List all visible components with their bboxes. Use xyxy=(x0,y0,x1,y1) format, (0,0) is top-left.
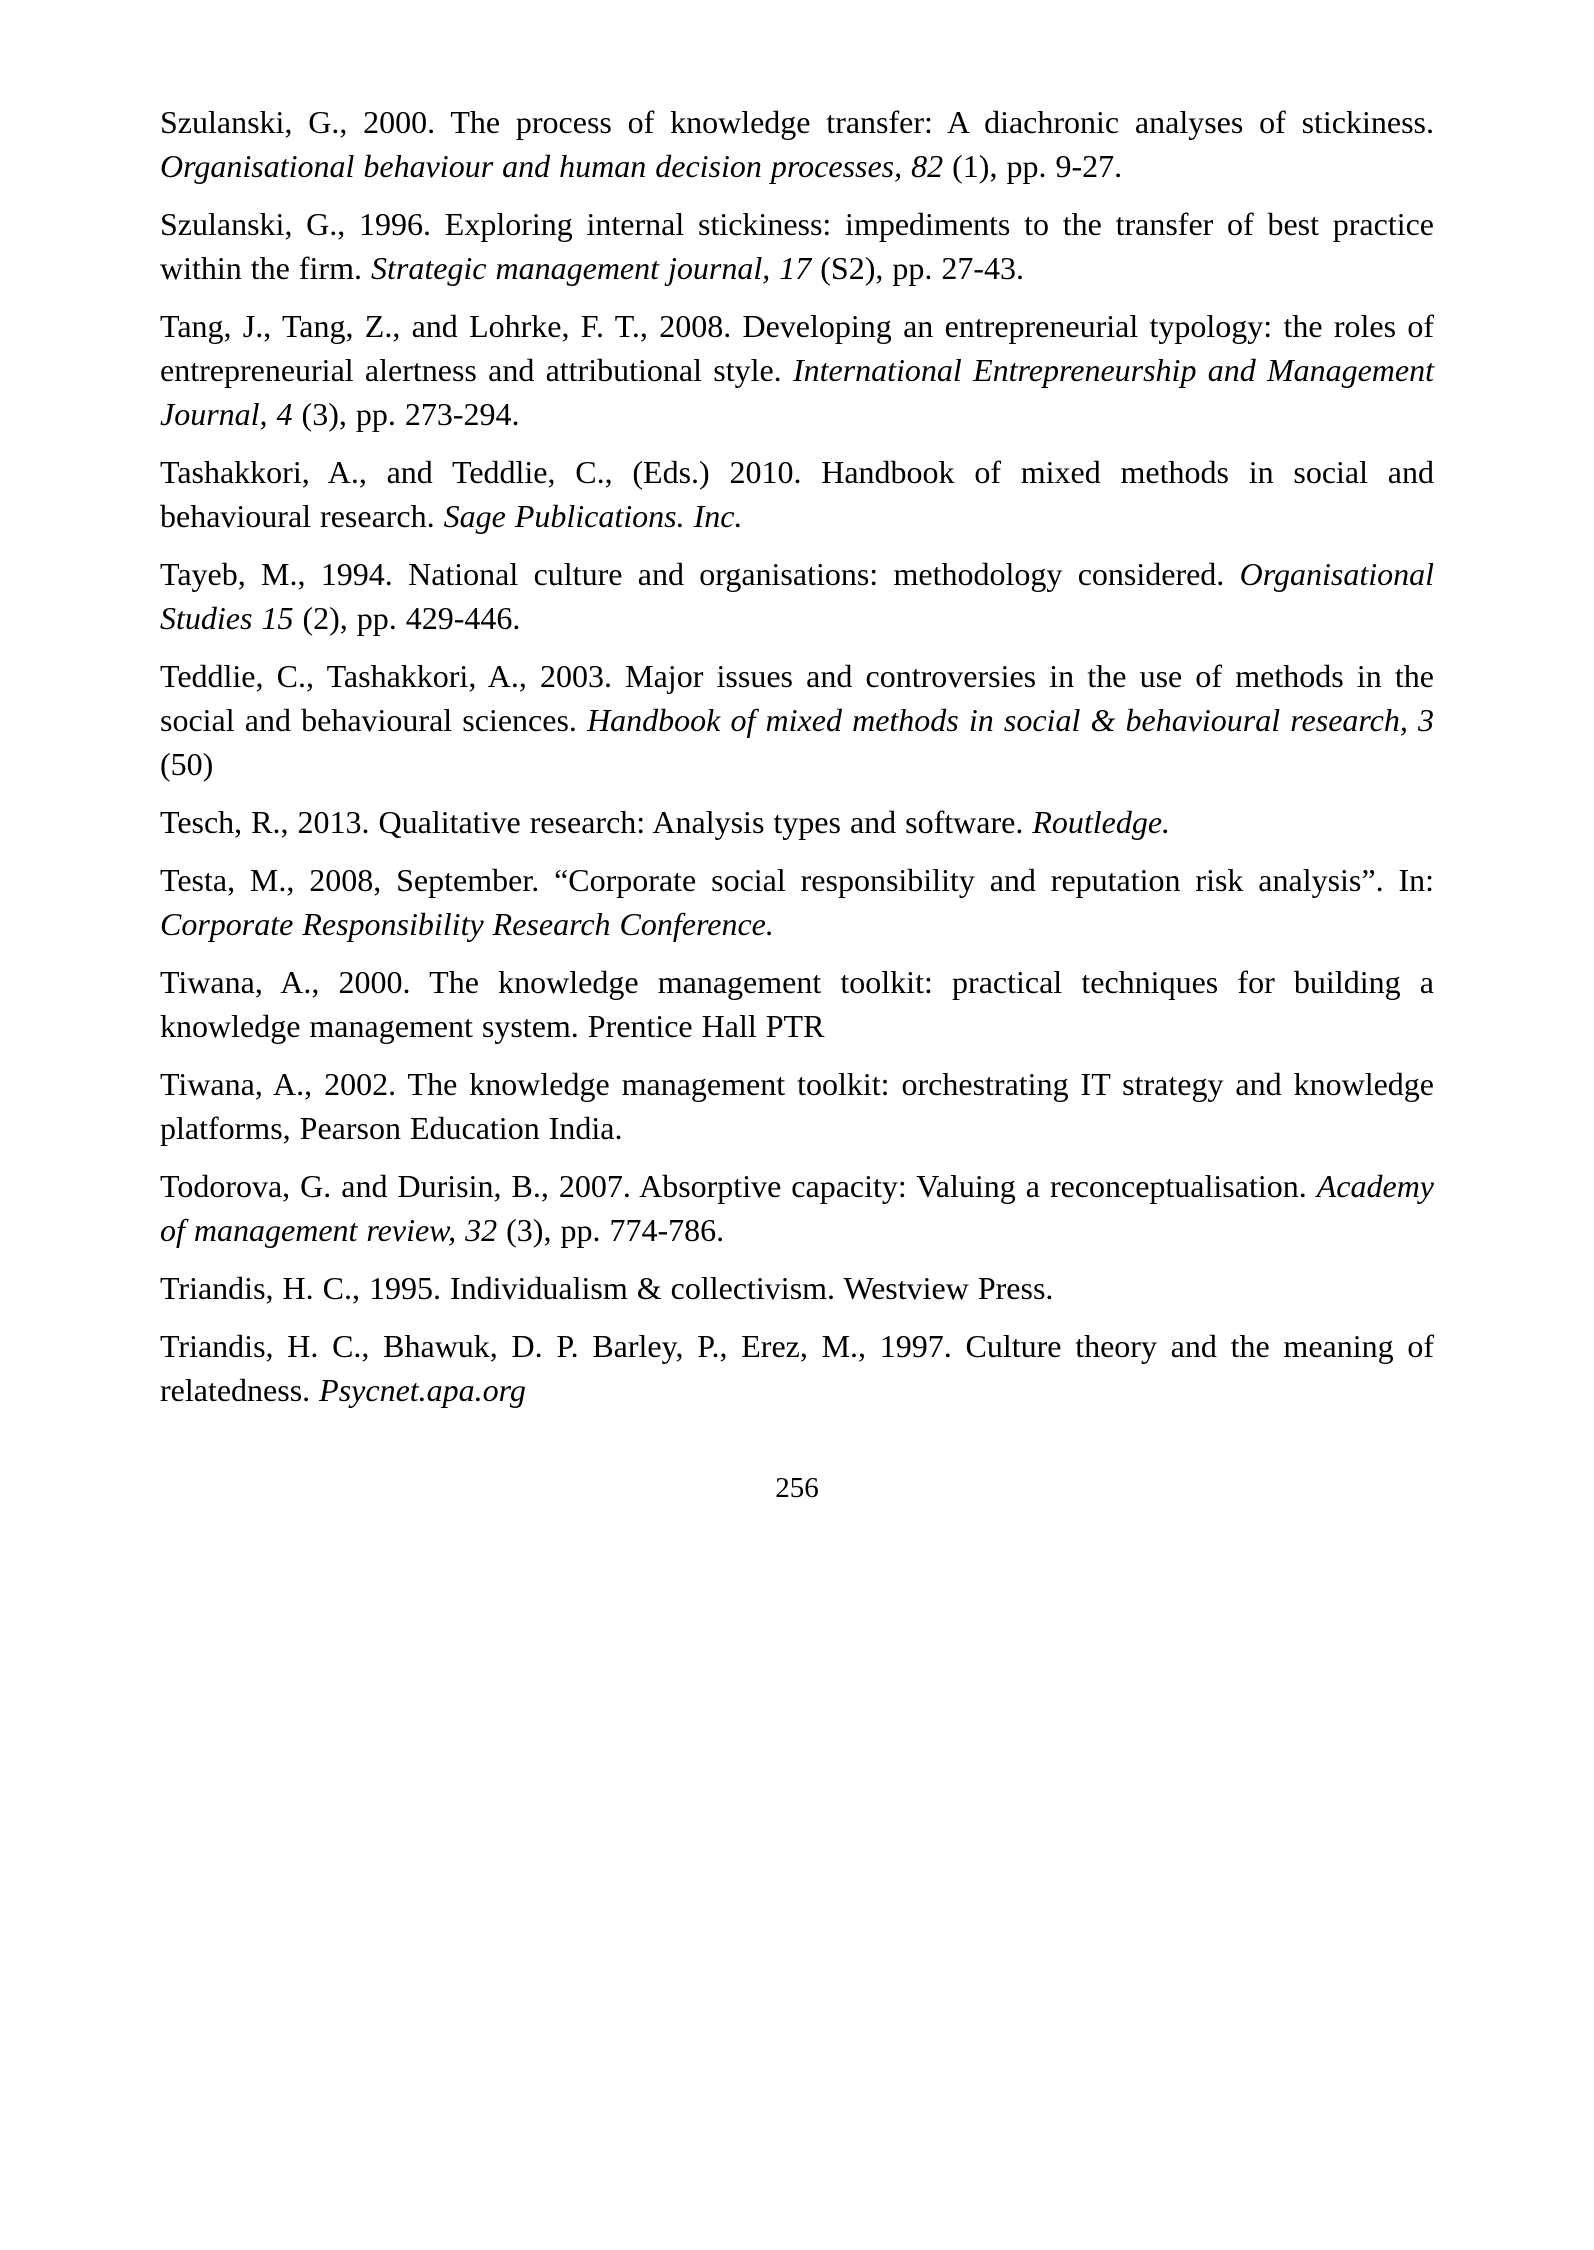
reference-source-title: Routledge. xyxy=(1032,804,1171,840)
reference-source-title: Sage Publications. Inc. xyxy=(443,498,743,534)
reference-source-title: Psycnet.apa.org xyxy=(319,1372,526,1408)
reference-text: (2), pp. 429-446. xyxy=(293,600,521,636)
reference-text: Triandis, H. C., Bhawuk, D. P. Barley, P., Erez, M., 1997. Culture theory and the meaning of relatedness. xyxy=(160,1328,1434,1408)
reference-source-title: Handbook of mixed methods in social & behavioural research, 3 xyxy=(587,702,1435,738)
reference-source-title: International Entrepreneurship and Management Journal, 4 xyxy=(160,352,1435,432)
reference-text: Teddlie, C., Tashakkori, A., 2003. Major issues and controversies in the use of methods in the social and behavioural sciences. xyxy=(160,658,1434,738)
reference-source-title: Academy of management review, 32 xyxy=(160,1168,1434,1248)
reference-text: (S2), pp. 27-43. xyxy=(811,250,1025,286)
reference-text: (3), pp. 774-786. xyxy=(497,1212,725,1248)
reference-entry xyxy=(160,450,1434,538)
reference-text: Tang, J., Tang, Z., and Lohrke, F. T., 2008. Developing an entrepreneurial typology: the roles of entrepreneurial alertness and attributional style. xyxy=(160,308,1434,388)
reference-entry xyxy=(160,100,1434,188)
reference-entry xyxy=(160,800,1434,844)
reference-source-title: Organisational behaviour and human decision processes, 82 xyxy=(160,148,944,184)
reference-entry xyxy=(160,552,1434,640)
reference-entry xyxy=(160,304,1434,436)
reference-text: (50) xyxy=(160,746,214,782)
reference-text: (3), pp. 273-294. xyxy=(292,396,520,432)
reference-text: Tiwana, A., 2002. The knowledge management toolkit: orchestrating IT strategy and knowledge platforms, Pearson Education India. xyxy=(160,1066,1434,1146)
reference-source-title: Organisational Studies 15 xyxy=(160,556,1434,636)
reference-entry xyxy=(160,1164,1434,1252)
reference-text: Triandis, H. C., 1995. Individualism & collectivism. Westview Press. xyxy=(160,1270,1054,1306)
reference-text: Todorova, G. and Durisin, B., 2007. Absorptive capacity: Valuing a reconceptualisation. xyxy=(160,1168,1317,1204)
reference-entry xyxy=(160,654,1434,786)
reference-entry xyxy=(160,858,1434,946)
reference-entry xyxy=(160,960,1434,1048)
reference-text: Testa, M., 2008, September. “Corporate social responsibility and reputation risk analysis”. In: xyxy=(160,862,1434,898)
reference-text: Tayeb, M., 1994. National culture and organisations: methodology considered. xyxy=(160,556,1240,592)
reference-source-title: Corporate Responsibility Research Conference. xyxy=(160,906,774,942)
reference-entry xyxy=(160,1324,1434,1412)
reference-text: Tiwana, A., 2000. The knowledge management toolkit: practical techniques for building a knowledge management system. Prentice Hall PTR xyxy=(160,964,1434,1044)
reference-entry xyxy=(160,1266,1434,1310)
page-number: 256 xyxy=(775,1472,819,1504)
reference-source-title: Strategic management journal, 17 xyxy=(370,250,812,286)
references-list xyxy=(160,100,1434,1412)
reference-entry xyxy=(160,1062,1434,1150)
reference-text: Tesch, R., 2013. Qualitative research: Analysis types and software. xyxy=(160,804,1033,840)
reference-text: (1), pp. 9-27. xyxy=(943,148,1123,184)
reference-text: Szulanski, G., 2000. The process of knowledge transfer: A diachronic analyses of stickiness. xyxy=(160,104,1434,140)
reference-text: Tashakkori, A., and Teddlie, C., (Eds.) 2010. Handbook of mixed methods in social and behavioural research. xyxy=(160,454,1434,534)
reference-entry xyxy=(160,202,1434,290)
reference-text: Szulanski, G., 1996. Exploring internal stickiness: impediments to the transfer of best practice within the firm. xyxy=(160,206,1434,286)
